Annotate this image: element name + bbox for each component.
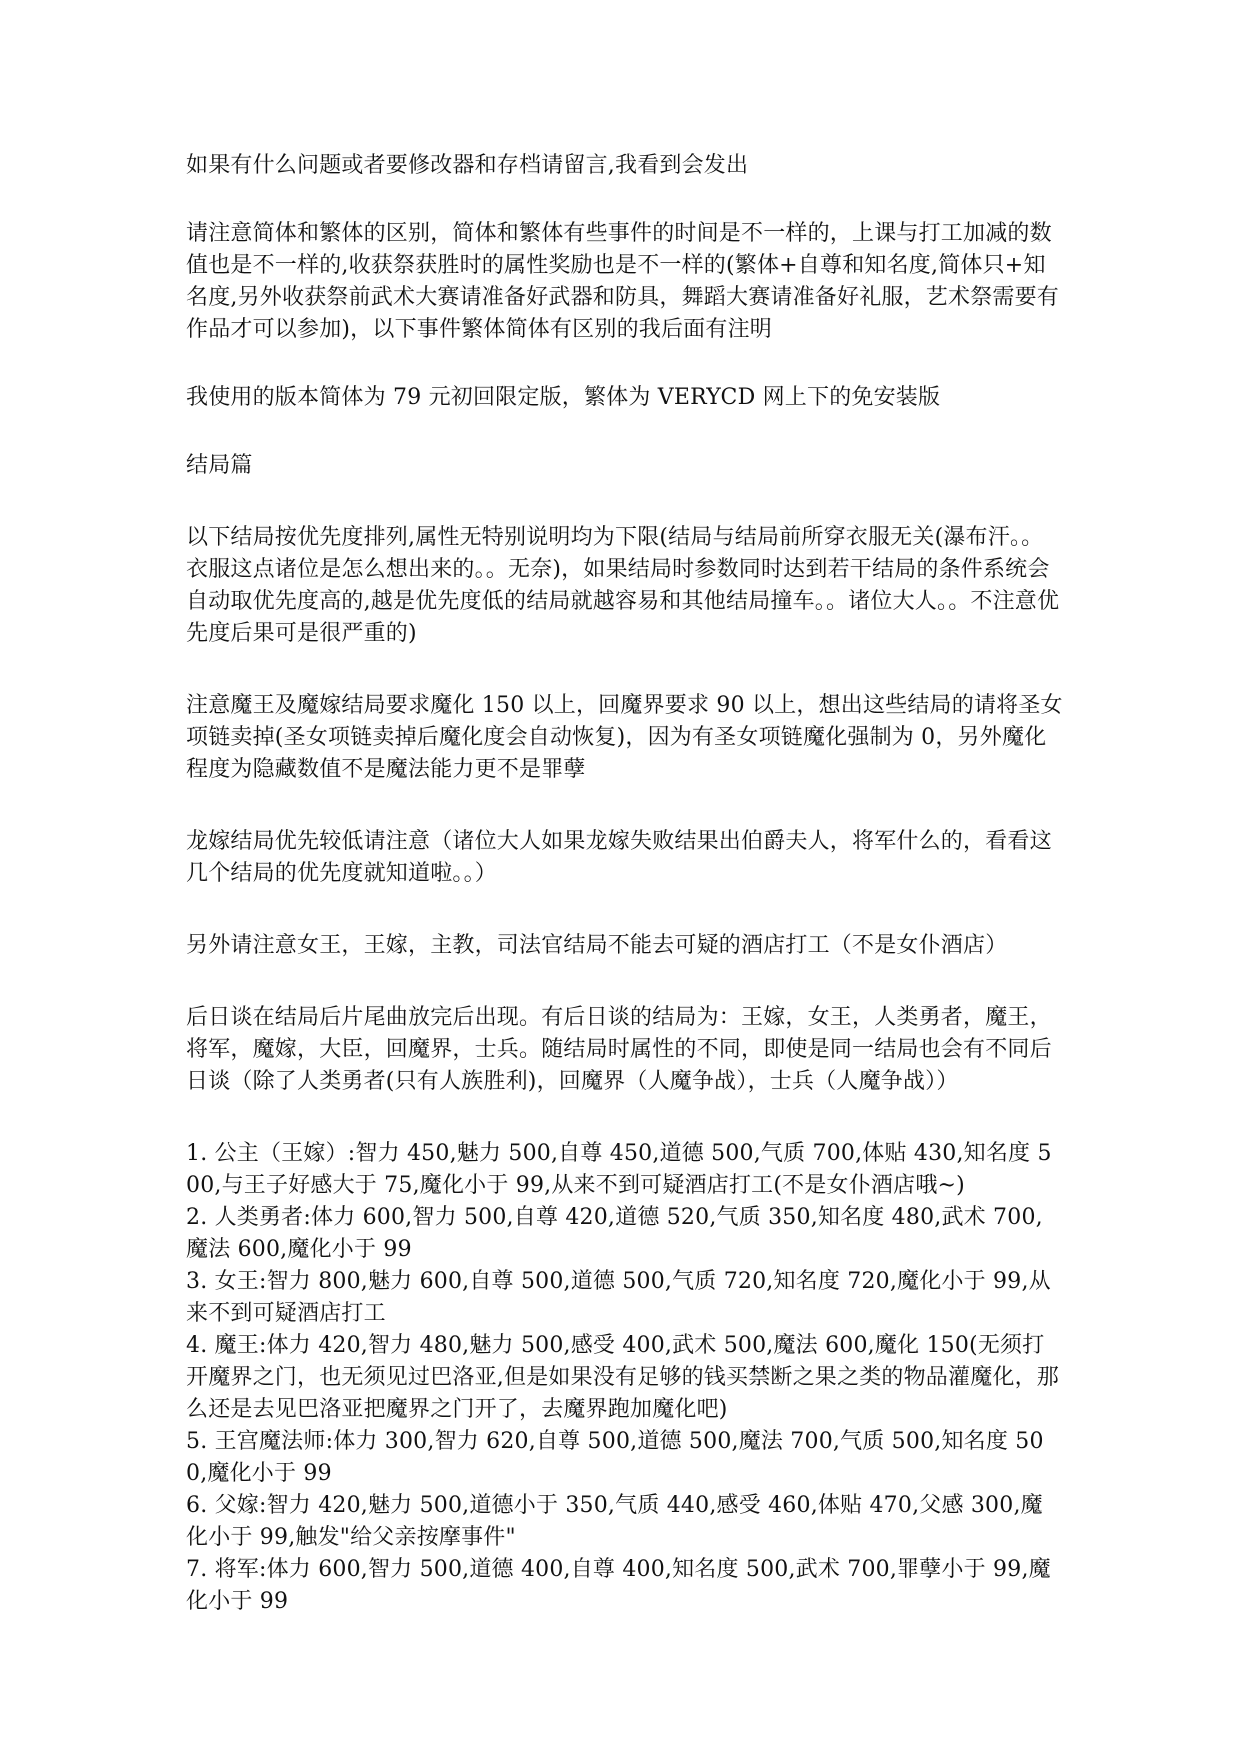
paragraph-intro: 如果有什么问题或者要修改器和存档请留言,我看到会发出 <box>186 153 749 178</box>
list-item: 2. 人类勇者:体力 600,智力 500,自尊 420,道德 520,气质 350,知名度 480,武术 700,魔法 600,魔化小于 99 <box>186 1205 1043 1262</box>
paragraph-epilogue-note: 后日谈在结局后片尾曲放完后出现。有后日谈的结局为：王嫁，女王，人类勇者，魔王，将军，魔嫁，大臣，回魔界，士兵。随结局时属性的不同，即使是同一结局也会有不同后日谈（除了人类勇者(只有人族胜利)，回魔界（人魔争战），士兵（人魔争战）） <box>186 1005 1052 1094</box>
paragraph-priority-note: 以下结局按优先度排列,属性无特别说明均为下限(结局与结局前所穿衣服无关(瀑布汗。。衣服这点诸位是怎么想出来的。。无奈)，如果结局时参数同时达到若干结局的条件系统会自动取优先度高的,越是优先度低的结局就越容易和其他结局撞车。。诸位大人。。不注意优先度后果可是很严重的) <box>186 525 1060 646</box>
paragraph-demonization-note: 注意魔王及魔嫁结局要求魔化 150 以上，回魔界要求 90 以上，想出这些结局的请将圣女项链卖掉(圣女项链卖掉后魔化度会自动恢复)，因为有圣女项链魔化强制为 0，另外魔化程度为隐藏数值不是魔法能力更不是罪孽 <box>186 693 1063 782</box>
paragraph-version-used: 我使用的版本简体为 79 元初回限定版，繁体为 VERYCD 网上下的免安装版 <box>186 385 941 410</box>
list-item: 7. 将军:体力 600,智力 500,道德 400,自尊 400,知名度 500,武术 700,罪孽小于 99,魔化小于 99 <box>186 1557 1051 1614</box>
list-item: 6. 父嫁:智力 420,魅力 500,道德小于 350,气质 440,感受 460,体贴 470,父感 300,魔化小于 99,触发"给父亲按摩事件" <box>186 1493 1043 1550</box>
list-item: 3. 女王:智力 800,魅力 600,自尊 500,道德 500,气质 720,知名度 720,魔化小于 99,从来不到可疑酒店打工 <box>186 1269 1051 1326</box>
list-item: 4. 魔王:体力 420,智力 480,魅力 500,感受 400,武术 500,魔法 600,魔化 150(无须打开魔界之门，也无须见过巴洛亚,但是如果没有足够的钱买禁断之果之类的物品灌魔化，那么还是去见巴洛亚把魔界之门开了，去魔界跑加魔化吧) <box>186 1333 1059 1422</box>
paragraph-job-restriction-note: 另外请注意女王，王嫁，主教，司法官结局不能去可疑的酒店打工（不是女仆酒店） <box>186 933 1008 958</box>
list-item: 5. 王宫魔法师:体力 300,智力 620,自尊 500,道德 500,魔法 700,气质 500,知名度 500,魔化小于 99 <box>186 1429 1044 1486</box>
list-item: 1. 公主（王嫁）:智力 450,魅力 500,自尊 450,道德 500,气质 700,体贴 430,知名度 500,与王子好感大于 75,魔化小于 99,从来不到可疑酒店打工(不是女仆酒店哦~) <box>186 1141 1052 1198</box>
section-heading-endings: 结局篇 <box>186 453 253 478</box>
paragraph-dragon-bride-note: 龙嫁结局优先较低请注意（诸位大人如果龙嫁失败结果出伯爵夫人，将军什么的，看看这几个结局的优先度就知道啦。。） <box>186 829 1052 886</box>
endings-list <box>186 1138 1064 1618</box>
document-page <box>186 150 1064 1618</box>
paragraph-version-difference: 请注意简体和繁体的区别，简体和繁体有些事件的时间是不一样的，上课与打工加减的数值也是不一样的,收获祭获胜时的属性奖励也是不一样的(繁体+自尊和知名度,简体只+知名度,另外收获祭前武术大赛请准备好武器和防具，舞蹈大赛请准备好礼服，艺术祭需要有作品才可以参加)，以下事件繁体简体有区别的我后面有注明 <box>186 221 1059 342</box>
